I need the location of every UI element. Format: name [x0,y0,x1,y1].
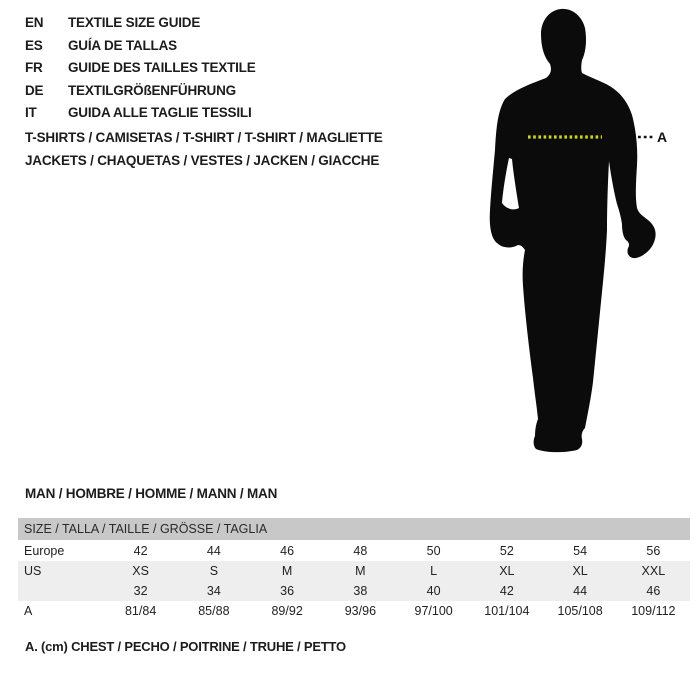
language-row-it [25,102,256,125]
category-line-jackets: JACKETS / CHAQUETAS / VESTES / JACKEN / GIACCHE [25,153,380,168]
size-cell: 105/108 [557,604,603,618]
size-cell: 109/112 [631,604,676,618]
language-title: GUIDA ALLE TAGLIE TESSILI [68,105,252,121]
language-row-fr [25,57,256,80]
size-cell: 44 [206,544,221,558]
language-title-list [25,12,256,125]
size-cell: 50 [426,544,441,558]
size-cell: M [281,564,293,578]
measurement-footnote: A. (cm) CHEST / PECHO / POITRINE / TRUHE / PETTO [25,639,346,654]
language-code: DE [25,82,44,98]
language-title: TEXTILGRÖßENFÜHRUNG [68,82,236,98]
size-cell: 56 [646,544,661,558]
size-cell: 85/88 [198,604,230,618]
size-cell: 38 [353,584,368,598]
gender-heading: MAN / HOMBRE / HOMME / MANN / MAN [25,486,278,501]
size-cell: 42 [499,584,514,598]
man-silhouette [490,9,656,452]
language-row-es [25,35,256,58]
table-row-chest-a [18,601,690,621]
size-cell: 40 [426,584,441,598]
measure-label-a: A [657,129,668,145]
table-row-us [18,561,690,581]
size-cell: 81/84 [124,604,157,618]
size-table-header: SIZE / TALLA / TAILLE / GRÖSSE / TAGLIA [18,518,690,540]
size-cell: 52 [499,544,514,558]
language-title: GUÍA DE TALLAS [68,37,177,53]
man-silhouette-svg [475,0,675,460]
language-title: GUIDE DES TAILLES TEXTILE [68,60,256,76]
row-label: Europe [24,544,65,558]
size-cell: 46 [280,544,295,558]
language-code: IT [25,105,37,121]
size-cell: 97/100 [414,604,453,618]
size-cell: 36 [280,584,295,598]
language-code: EN [25,15,44,30]
language-title: TEXTILE SIZE GUIDE [68,15,201,30]
language-row-en [25,12,256,35]
category-line-tshirts: T-SHIRTS / CAMISETAS / T-SHIRT / T-SHIRT / MAGLIETTE [25,130,383,145]
size-cell: 101/104 [484,604,530,618]
man-figure [475,0,675,460]
language-code: FR [25,60,43,76]
size-cell: 44 [573,584,588,598]
size-cell: 46 [646,584,661,598]
size-table [18,518,690,621]
row-label [18,581,104,601]
table-row-numeric [18,581,690,601]
table-row-europe [18,541,690,561]
size-cell: S [209,564,219,578]
row-label: A [24,604,33,618]
size-cell: 93/96 [344,604,377,618]
language-code: ES [25,37,43,53]
size-cell: 32 [133,584,148,598]
size-cell: 48 [353,544,368,558]
size-cell: XL [499,564,515,578]
size-cell: 89/92 [271,604,303,618]
row-label: US [24,564,42,578]
product-categories [25,126,383,172]
size-cell: 42 [133,544,148,558]
size-cell: XXL [641,564,666,578]
size-cell: M [355,564,366,578]
size-cell: XL [572,564,588,578]
size-cell: 34 [206,584,221,598]
size-cell: L [430,564,438,578]
size-cell: XS [132,564,149,578]
size-cell: 54 [573,544,588,558]
language-row-de [25,80,256,103]
